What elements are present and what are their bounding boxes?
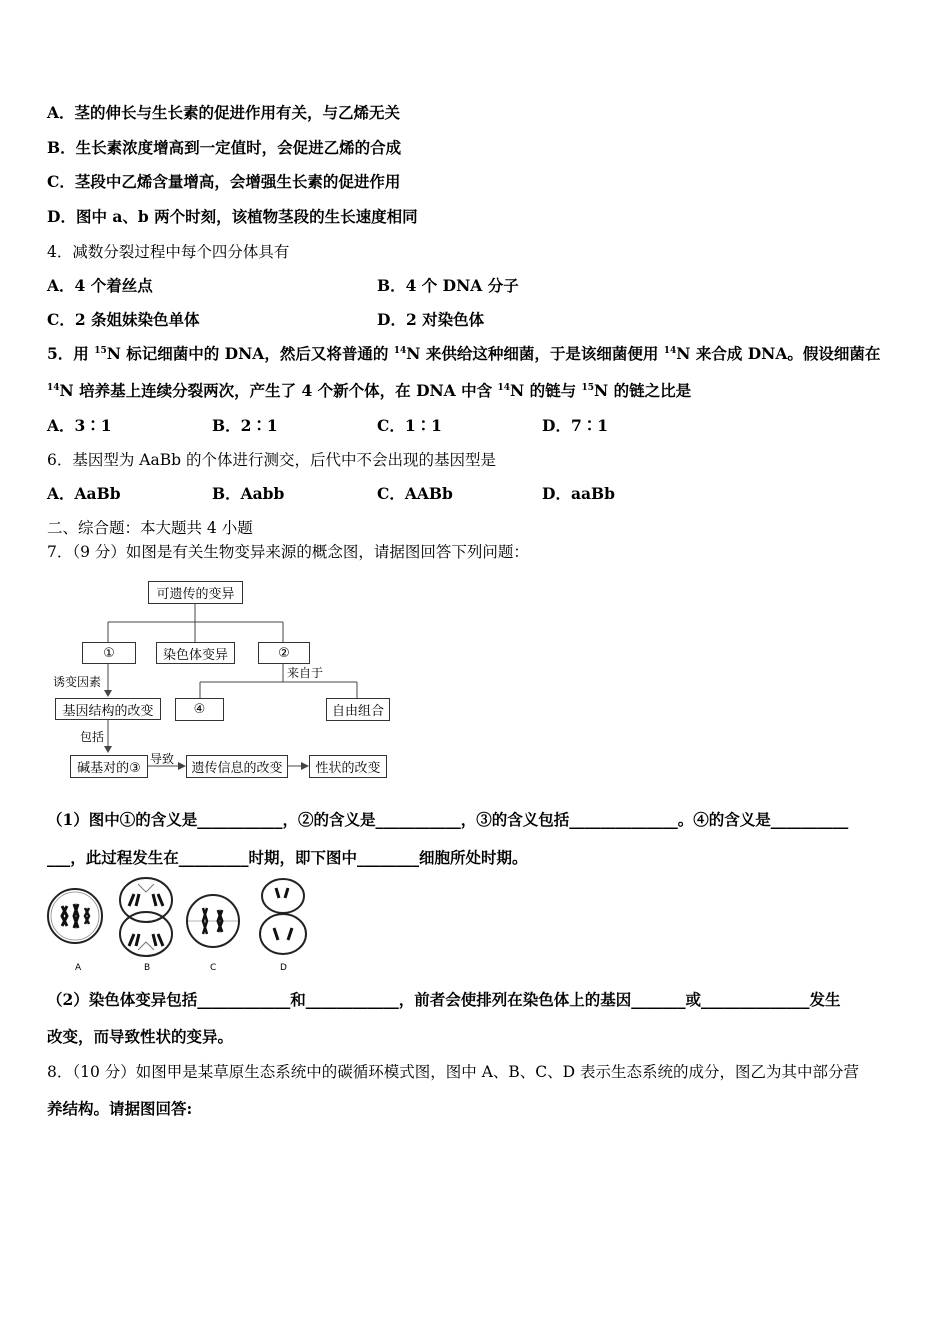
node-heritable-variation: 可遗传的变异	[148, 581, 243, 604]
cell-label-c: C	[210, 963, 217, 973]
label-from: 来自于	[287, 666, 324, 680]
q3-option-b: B．生长素浓度增高到一定值时，会促进乙烯的合成	[47, 138, 402, 157]
cell-label-b: B	[144, 963, 151, 973]
node-genetic-info: 遗传信息的改变	[186, 755, 288, 778]
label-include: 包括	[80, 730, 105, 744]
q6-option-c: C．AABb	[377, 484, 453, 503]
cell-label-d: D	[280, 963, 287, 973]
q6-option-a: A．AaBb	[47, 484, 121, 503]
q8-stem-line2: 养结构。请据图回答:	[47, 1099, 193, 1118]
label-mutagen: 诱变因素	[53, 675, 102, 689]
node-trait-change: 性状的改变	[309, 755, 387, 778]
q5-option-c: C．1∶1	[377, 416, 442, 435]
q4-option-c: C．2 条姐妹染色单体	[47, 310, 200, 329]
node-free-combination: 自由组合	[326, 698, 390, 721]
cell-figures	[38, 876, 358, 976]
q3-option-a: A．茎的伸长与生长素的促进作用有关，与乙烯无关	[47, 103, 401, 122]
q4-option-a: A．4 个着丝点	[47, 276, 153, 295]
q5-option-b: B．2∶1	[212, 416, 278, 435]
q5-option-d: D．7∶1	[542, 416, 609, 435]
q3-option-c: C．茎段中乙烯含量增高，会增强生长素的促进作用	[47, 172, 401, 191]
q4-option-b: B．4 个 DNA 分子	[377, 276, 519, 295]
section-heading: 二、综合题：本大题共 4 小题	[47, 519, 253, 537]
q3-option-d: D．图中 a、b 两个时刻，该植物茎段的生长速度相同	[47, 207, 418, 226]
q5-option-a: A．3∶1	[47, 416, 112, 435]
cell-c-figure	[187, 895, 239, 947]
cell-a-figure	[48, 889, 102, 943]
label-lead: 导致	[150, 752, 175, 766]
q8-stem-line1: 8．（10 分）如图甲是某草原生态系统中的碳循环模式图，图中 A、B、C、D 表示生态系统的成分，图乙为其中部分营	[47, 1063, 859, 1081]
q5-stem-line1: 5．用 $^{15}$N 标记细菌中的 DNA，然后又将普通的 $^{14}$N 来供给这种细菌，于是该细菌便用 $^{14}$N 来合成 DNA。假设细菌在	[47, 344, 881, 363]
q7-stem: 7．（9 分）如图是有关生物变异来源的概念图，请据图回答下列问题：	[47, 543, 529, 561]
node-1: ①	[82, 642, 136, 664]
node-4: ④	[175, 698, 224, 721]
q6-stem: 6．基因型为 AaBb 的个体进行测交，后代中不会出现的基因型是	[47, 451, 496, 469]
q6-option-b: B．Aabb	[212, 484, 285, 503]
q7-part2-line1: （2）染色体变异包括____________和____________，前者会使排列在染色体上的基因_______或______________发生	[47, 990, 841, 1009]
q4-option-d: D．2 对染色体	[377, 310, 485, 329]
node-chromosome-variation: 染色体变异	[156, 642, 235, 664]
cell-b-figure	[120, 878, 172, 956]
node-2: ②	[258, 642, 310, 664]
cell-label-a: A	[75, 963, 82, 973]
q7-part1-line2: ___，此过程发生在_________时期，即下图中________细胞所处时期。	[47, 848, 528, 867]
q7-part2-line2: 改变，而导致性状的变异。	[47, 1027, 234, 1046]
cell-d-figure	[260, 879, 306, 954]
q4-stem: 4．减数分裂过程中每个四分体具有	[47, 243, 290, 261]
node-gene-structure: 基因结构的改变	[55, 698, 161, 720]
node-base-pair: 碱基对的③	[70, 755, 148, 778]
q7-part1-line1: （1）图中①的含义是___________，②的含义是___________，③的含义包括______________。④的含义是__________	[47, 810, 849, 829]
q5-stem-line2: $^{14}$N 培养基上连续分裂两次，产生了 4 个新个体，在 DNA 中含 $^{14}$N 的链与 $^{15}$N 的链之比是	[47, 381, 692, 400]
q6-option-d: D．aaBb	[542, 484, 615, 503]
